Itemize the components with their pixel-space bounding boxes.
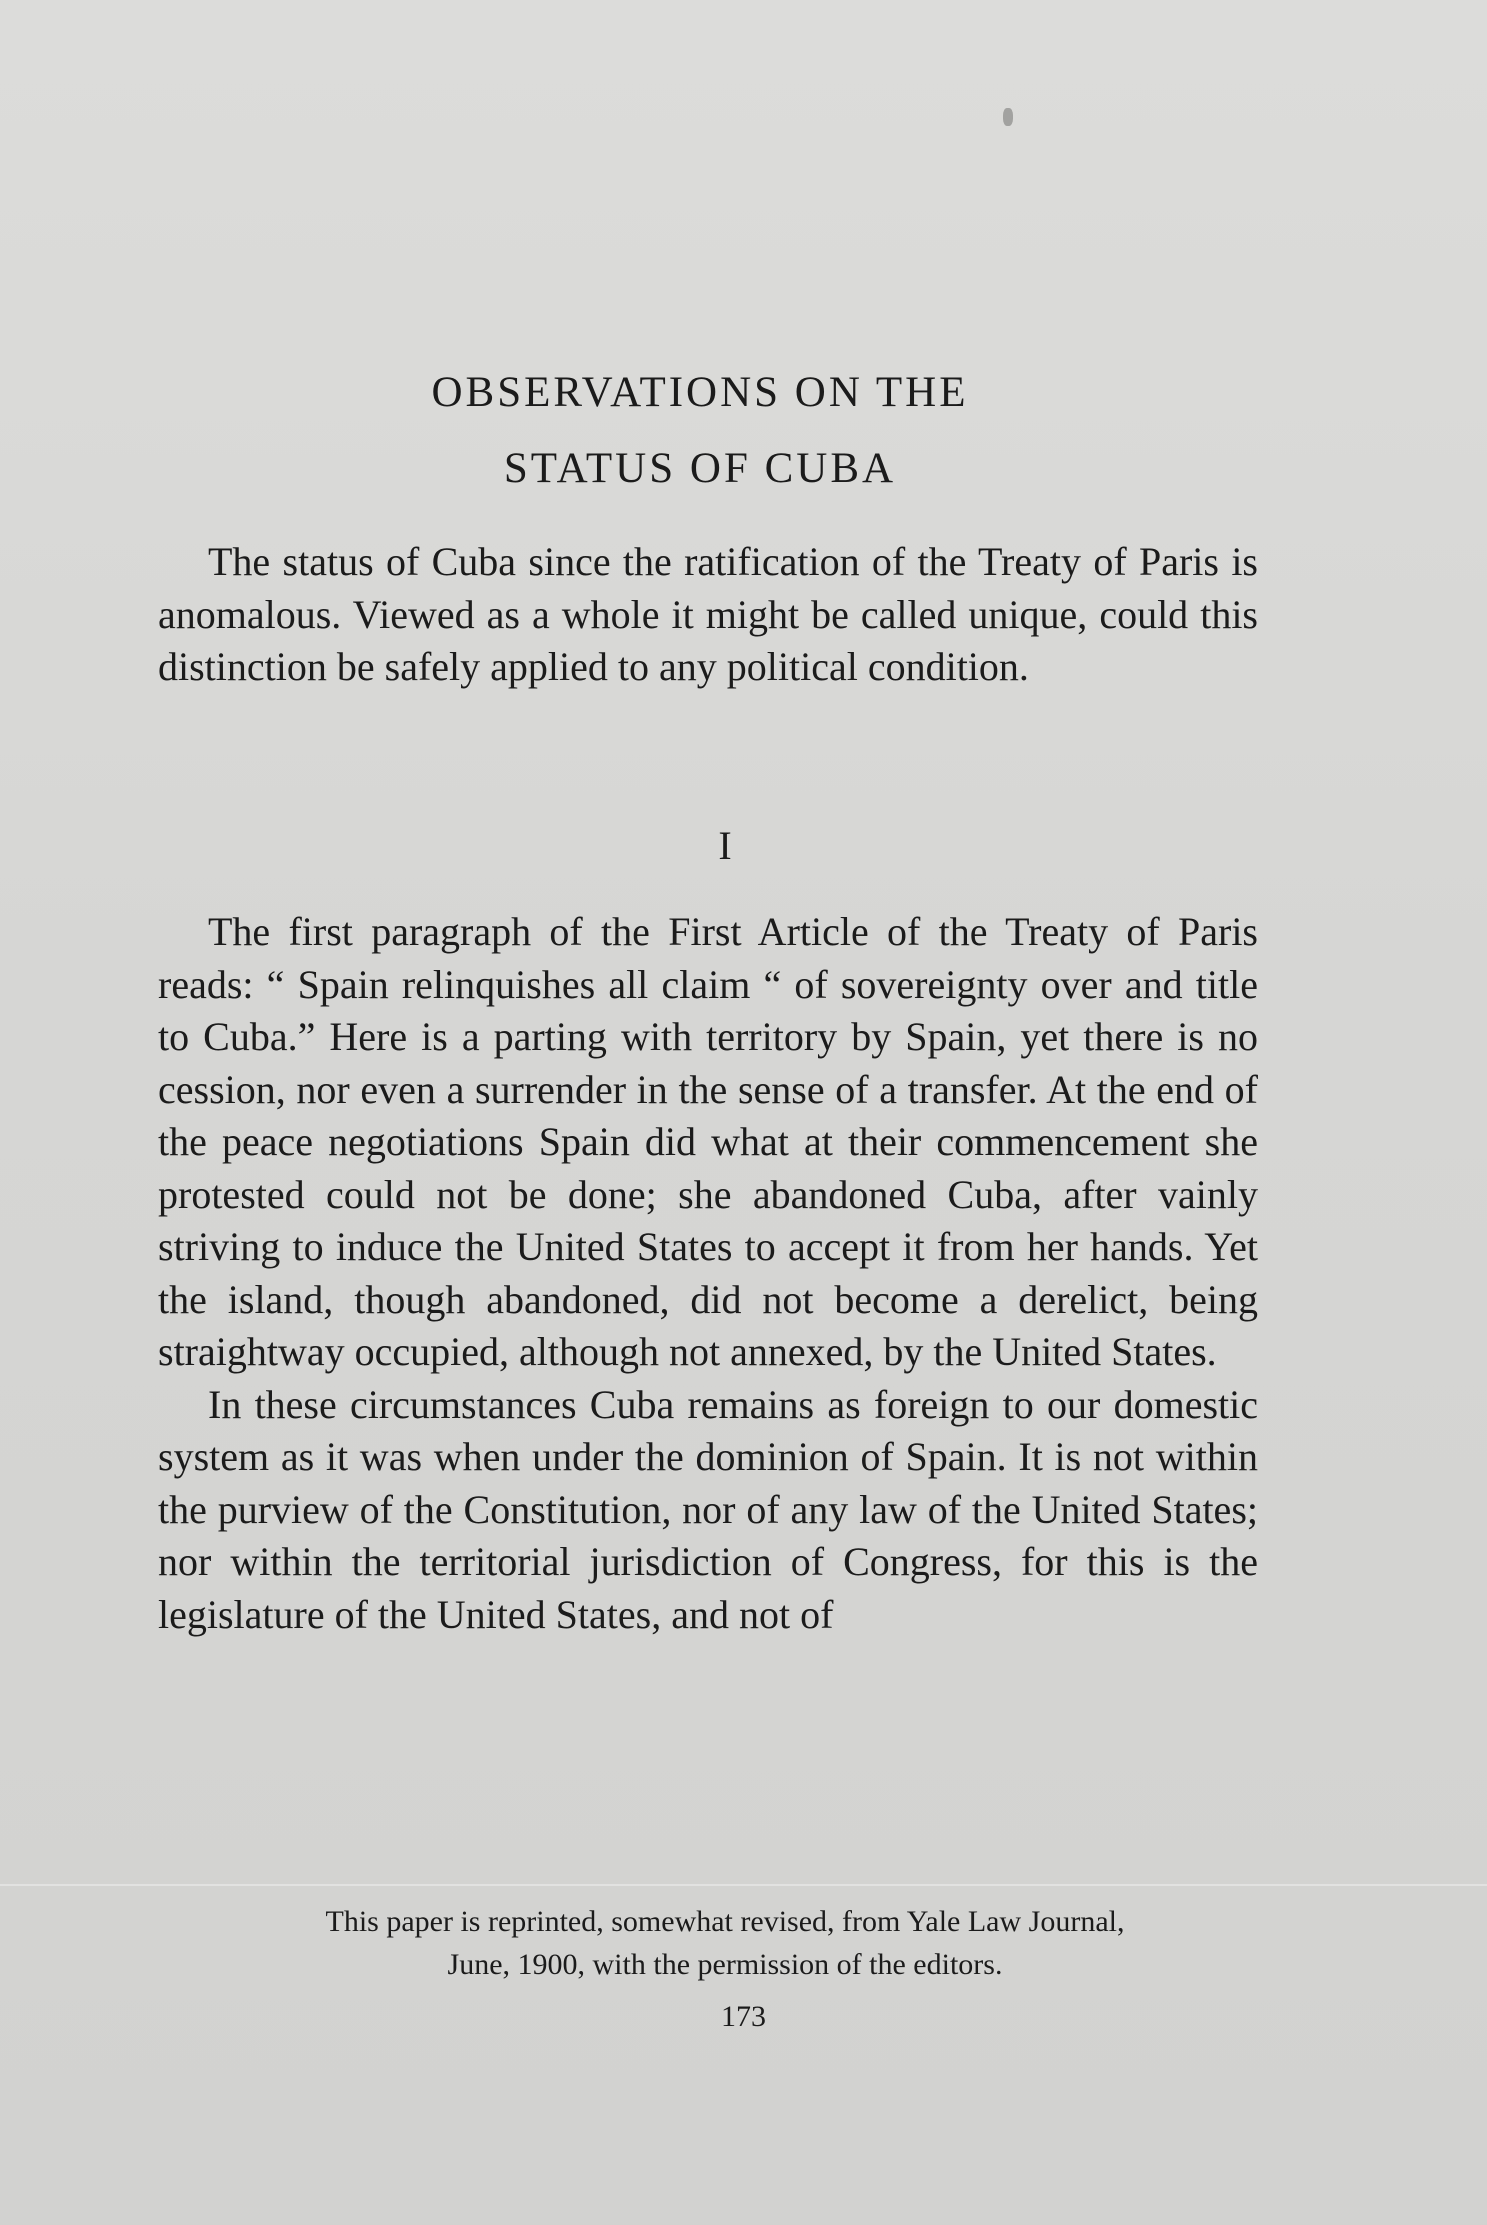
intro-paragraph: The status of Cuba since the ratification of the Treaty of Paris is anomalous. Viewed as a whole it might be called unique, could this distinction be safely applied to any political condition. xyxy=(158,539,1258,689)
page-number: 173 xyxy=(721,2000,766,2033)
footnote-line-2: June, 1900, with the permission of the editors. xyxy=(447,1948,1003,1981)
footnote xyxy=(150,1900,1300,1986)
title-line-1: OBSERVATIONS ON THE xyxy=(431,369,969,416)
paragraph-2: In these circumstances Cuba remains as foreign to our domestic system as it was when under the dominion of Spain. It is not within the purview of the Constitution, nor of any law of the United States; nor within the territorial jurisdiction of Congress, for this is the legislature of the United States, and not of xyxy=(158,1381,1258,1637)
body-text xyxy=(158,906,1258,1641)
section-numeral: I xyxy=(718,823,732,868)
title-line-2: STATUS OF CUBA xyxy=(503,445,897,492)
page-divider xyxy=(0,1884,1487,1886)
paragraph-1: The first paragraph of the First Article of the Treaty of Paris reads: “ Spain relinquishes all claim “ of sovereignty over and title to Cuba.” Here is a parting with territory by Spain, yet there is no cession, nor even a surrender in the sense of a transfer. At the end of the peace negotiations Spain did what at their commencement she protested could not be done; she abandoned Cuba, after vainly striving to induce the United States to accept it from her hands. Yet the island, though abandoned, did not become a derelict, being straightway occupied, although not annexed, by the United States. xyxy=(158,909,1258,1374)
footnote-line-1: This paper is reprinted, somewhat revised, from Yale Law Journal, xyxy=(325,1905,1125,1938)
print-speck xyxy=(1003,108,1013,126)
